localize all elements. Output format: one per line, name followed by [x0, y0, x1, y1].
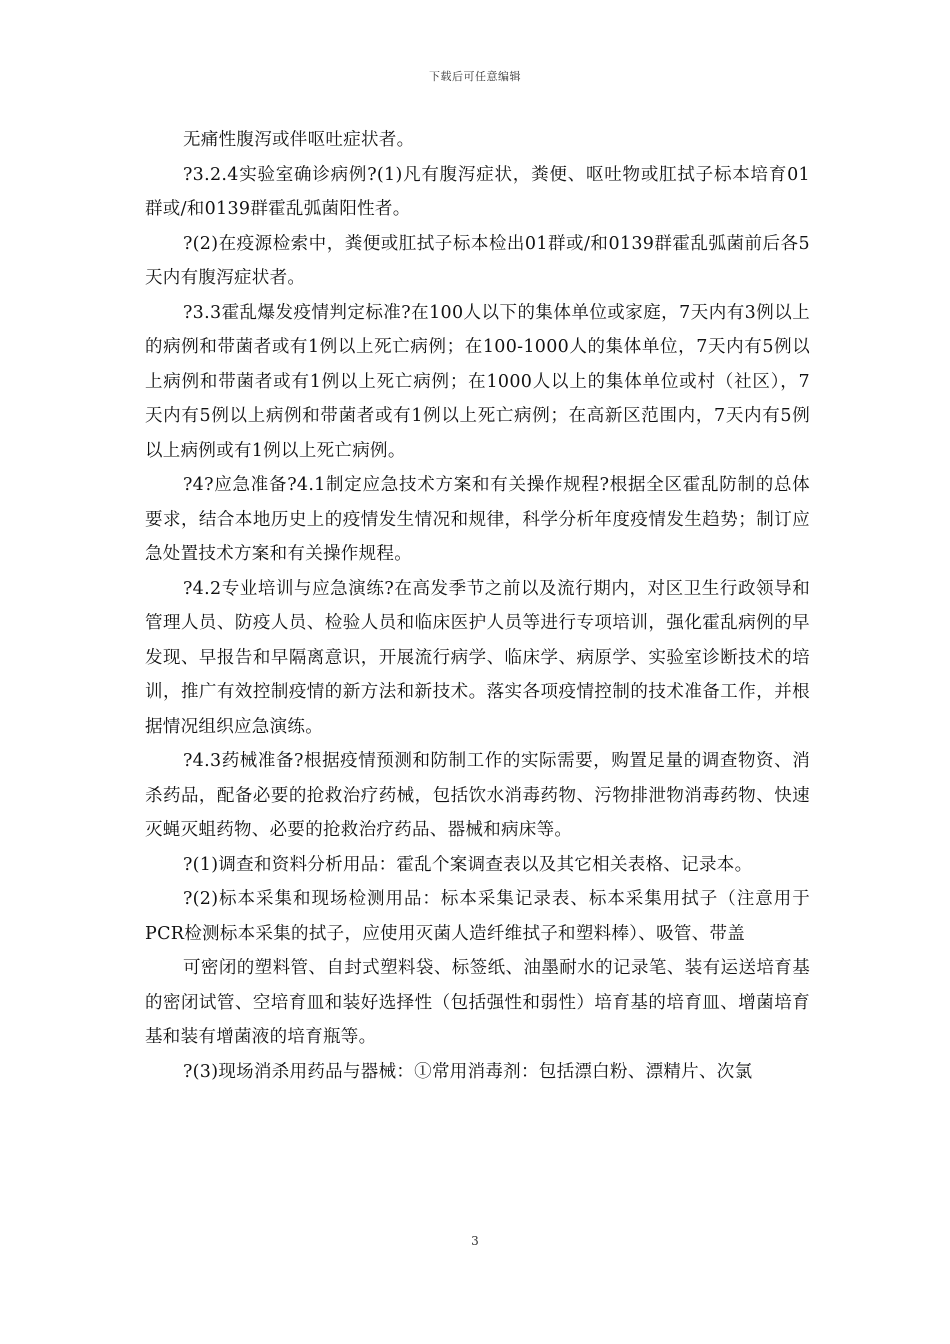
paragraph: 无痛性腹泻或伴呕吐症状者。: [183, 130, 415, 150]
paragraph: ?4?应急准备?4.1制定应急技术方案和有关操作规程?根据全区霍乱防制的总体要求，结合本地历史上的疫情发生情况和规律，科学分析年度疫情发生趋势；制订应急处置技术方案和有关操作规程。: [145, 475, 810, 564]
page-header: 下载后可任意编辑: [429, 70, 521, 83]
page-number: 3: [471, 1234, 479, 1248]
document-body: [145, 123, 810, 1089]
paragraph: 可密闭的塑料管、自封式塑料袋、标签纸、油墨耐水的记录笔、装有运送培育基的密闭试管、空培育皿和装好选择性（包括强性和弱性）培育基的培育皿、增菌培育基和装有增菌液的培育瓶等。: [145, 958, 810, 1047]
paragraph: ?(1)调查和资料分析用品：霍乱个案调查表以及其它相关表格、记录本。: [183, 854, 753, 875]
paragraph: ?4.3药械准备?根据疫情预测和防制工作的实际需要，购置足量的调查物资、消杀药品，配备必要的抢救治疗药械，包括饮水消毒药物、污物排泄物消毒药物、快速灭蝇灭蛆药物、必要的抢救治疗药品、器械和病床等。: [145, 751, 810, 840]
paragraph: ?4.2专业培训与应急演练?在高发季节之前以及流行期内，对区卫生行政领导和管理人员、防疫人员、检验人员和临床医护人员等进行专项培训，强化霍乱病例的早发现、早报告和早隔离意识，开展流行病学、临床学、病原学、实验室诊断技术的培训，推广有效控制疫情的新方法和新技术。落实各项疫情控制的技术准备工作，并根据情况组织应急演练。: [145, 578, 810, 737]
paragraph: ?3.3霍乱爆发疫情判定标准?在100人以下的集体单位或家庭，7天内有3例以上的病例和带菌者或有1例以上死亡病例；在100-1000人的集体单位，7天内有5例以上病例和带菌者或有1例以上死亡病例；在1000人以上的集体单位或村（社区），7天内有5例以上病例和带菌者或有1例以上死亡病例；在高新区范围内，7天内有5例以上病例或有1例以上死亡病例。: [145, 302, 810, 461]
paragraph: ?(2)标本采集和现场检测用品：标本采集记录表、标本采集用拭子（注意用于PCR检测标本采集的拭子，应使用灭菌人造纤维拭子和塑料棒）、吸管、带盖: [145, 889, 810, 944]
paragraph: ?(3)现场消杀用药品与器械：①常用消毒剂：包括漂白粉、漂精片、次氯: [183, 1061, 753, 1082]
paragraph: ?3.2.4实验室确诊病例?(1)凡有腹泻症状，粪便、呕吐物或肛拭子标本培育01群或/和0139群霍乱弧菌阳性者。: [145, 164, 810, 219]
paragraph: ?(2)在疫源检索中，粪便或肛拭子标本检出01群或/和0139群霍乱弧菌前后各5天内有腹泻症状者。: [145, 233, 810, 288]
